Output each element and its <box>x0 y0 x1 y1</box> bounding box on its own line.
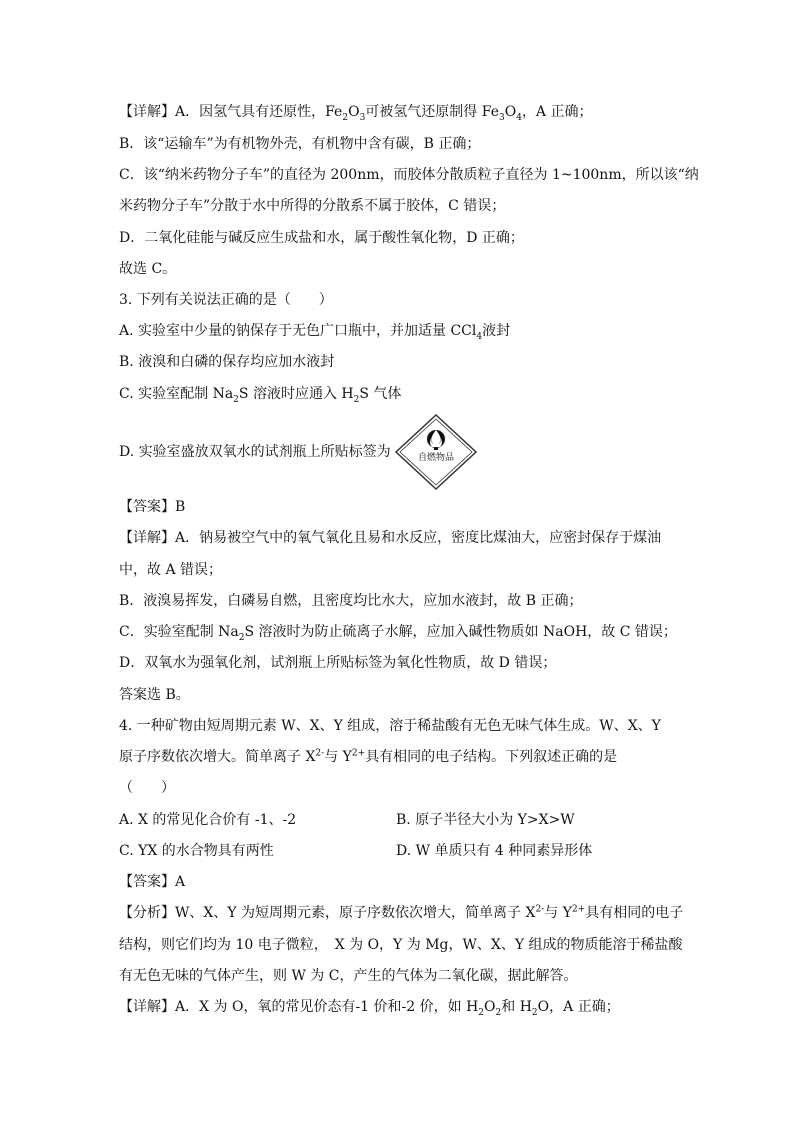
q3-option-c: C. 实验室配制 $Na_2S$ 溶液时应通入 $H_2S$ 气体 <box>119 386 402 405</box>
q2-detail-b: B．该“运输车”为有机物外壳，有机物中含有碳，B 正确； <box>119 136 481 152</box>
q2-detail-a: 【详解】A．因氢气具有还原性，$Fe_2O_3$可被氢气还原制得 $Fe_3O_4$，A 正确； <box>119 104 593 123</box>
hazard-label <box>394 413 478 491</box>
q3-detail-a-line2: 中，故 A 错误； <box>119 562 223 578</box>
q2-conclusion: 故选 C。 <box>119 261 177 277</box>
q4-analysis-line3: 有无色无味的气体产生，则 W 为 C，产生的气体为二氧化碳，据此解答。 <box>119 968 578 984</box>
hazard-diamond <box>394 413 478 491</box>
q3-conclusion: 答案选 B。 <box>119 687 190 703</box>
q3-detail-b: B．液溴易挥发，白磷易自燃，且密度均比水大，应加水液封，故 B 正确； <box>119 593 583 609</box>
q3-option-a: A. 实验室中少量的钠保存于无色广口瓶中，并加适量 CCl$_4$液封 <box>119 323 511 342</box>
q3-detail-a-line1: 【详解】A．钠易被空气中的氧气氧化且易和水反应，密度比煤油大，应密封保存于煤油 <box>119 530 662 546</box>
q3-stem: 3. 下列有关说法正确的是（ ） <box>119 292 333 308</box>
q4-detail-a: 【详解】A．X 为 O，氧的常见价态有-1 价和-2 价，如 $H_2O_2$和 $H_2O$，A 正确； <box>119 999 620 1018</box>
q3-option-b: B. 液溴和白磷的保存均应加水液封 <box>119 354 335 370</box>
q4-stem-line2: 原子序数依次增大。简单离子 $X^{2-}$与 $Y^{2+}$具有相同的电子结构。下列叙述正确的是 <box>119 748 618 765</box>
q2-detail-c-line1: C．该“纳米药物分子车”的直径为 200nm，而胶体分散质粒子直径为 1~100nm，所以该“纳 <box>119 167 699 183</box>
q4-option-b: B. 原子半径大小为 Y>X>W <box>396 812 575 828</box>
q3-option-d: D. 实验室盛放双氧水的试剂瓶上所贴标签为 <box>119 444 391 460</box>
q3-answer: 【答案】B <box>119 499 186 515</box>
q4-answer: 【答案】A <box>119 874 186 890</box>
q4-option-d: D. W 单质只有 4 种同素异形体 <box>396 843 593 859</box>
q3-detail-c: C．实验室配制 $Na_2S$ 溶液时为防止硫离子水解，应加入碱性物质如 NaOH，故 C 错误； <box>119 624 677 643</box>
hazard-label-text: 自燃物品 <box>417 453 454 463</box>
q3-detail-d: D．双氧水为强氧化剂，试剂瓶上所贴标签为氧化性物质，故 D 错误； <box>119 655 557 671</box>
q4-analysis-line2: 结构，则它们均为 10 电子微粒， X 为 O，Y 为 Mg，W、X、Y 组成的物质能溶于稀盐酸 <box>119 937 683 953</box>
q4-option-a: A. X 的常见化合价有 -1、-2 <box>119 812 297 828</box>
q4-stem-line3: （ ） <box>119 780 175 796</box>
q2-detail-c-line2: 米药物分子车”分散于水中所得的分散系不属于胶体，C 错误； <box>119 198 506 214</box>
q4-analysis-line1: 【分析】W、X、Y 为短周期元素，原子序数依次增大，简单离子 $X^{2-}$与 $Y^{2+}$具有相同的电子 <box>119 904 684 921</box>
q4-stem-line1: 4. 一种矿物由短周期元素 W、X、Y 组成，溶于稀盐酸有无色无味气体生成。W、X、Y <box>119 718 661 734</box>
q4-option-c: C. YX 的水合物具有两性 <box>119 843 274 859</box>
q2-detail-d: D．二氧化硅能与碱反应生成盐和水，属于酸性氧化物，D 正确； <box>119 230 524 246</box>
